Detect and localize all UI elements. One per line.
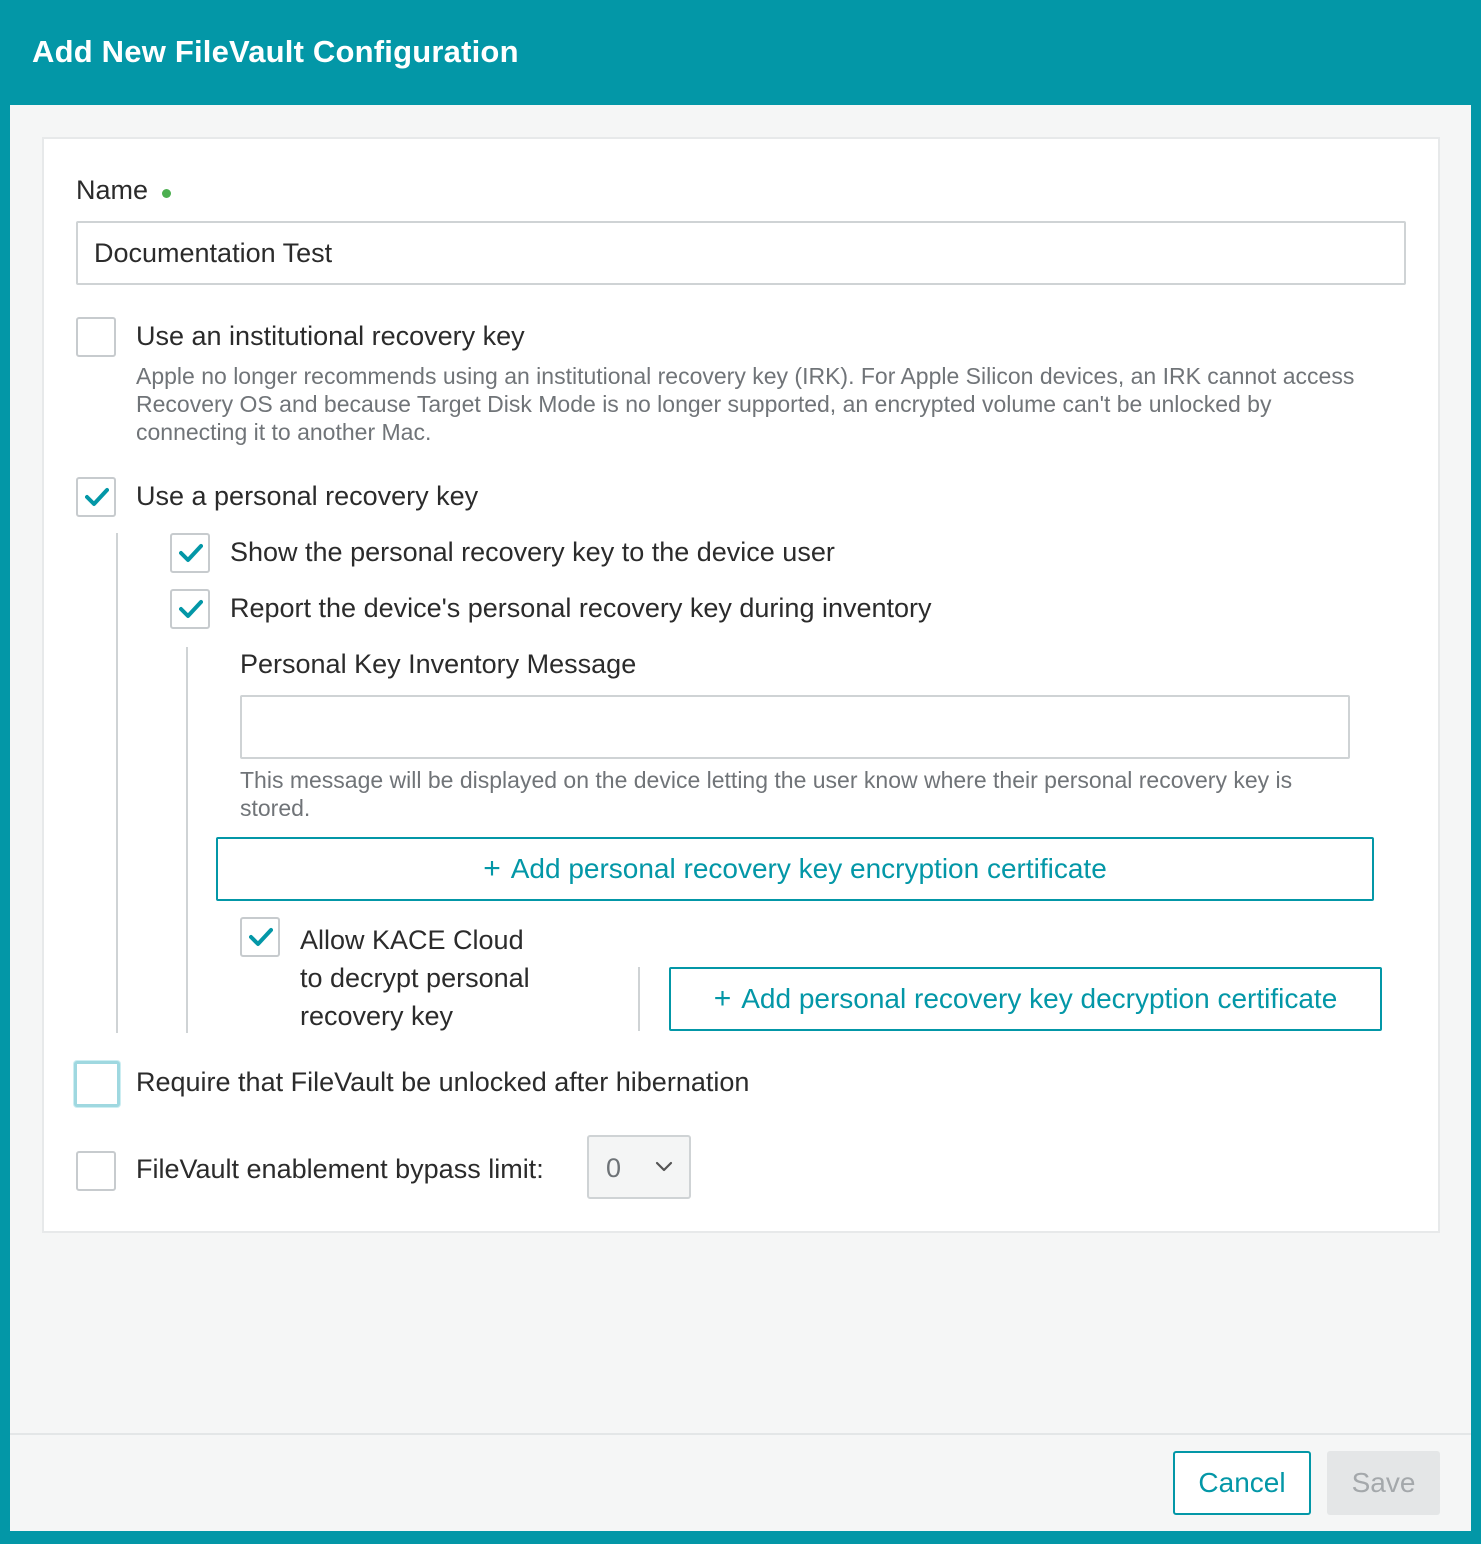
inventory-message-input[interactable] [240,695,1350,759]
inventory-message-label: Personal Key Inventory Message [240,649,637,679]
dialog-title: Add New FileVault Configuration [32,34,519,69]
allow-decrypt-label-line: recovery key [300,1001,454,1031]
hibernation-label: Require that FileVault be unlocked after hibernation [136,1067,750,1097]
required-indicator [162,189,171,198]
checkmark-icon [249,927,273,947]
name-label: Name [76,175,149,205]
decrypt-divider [638,967,640,1031]
bypass-limit-select[interactable] [587,1135,691,1199]
checkmark-icon [179,543,203,563]
checkmark-icon [179,599,203,619]
show-key-checkbox[interactable] [170,533,210,573]
allow-decrypt-label-line: to decrypt personal [300,963,530,993]
add-decryption-certificate-button[interactable] [669,967,1382,1031]
chevron-down-icon [655,1161,673,1173]
irk-checkbox[interactable] [76,317,116,357]
save-button[interactable]: Save [1327,1451,1440,1515]
plus-icon: + [483,852,501,885]
bypass-limit-label: FileVault enablement bypass limit: [136,1154,544,1184]
irk-help-text: Apple no longer recommends using an institutional recovery key (IRK). For Apple Silicon devices, an IRK cannot access Recovery OS and because Target Disk Mode is no longer supported, an encrypted volume can't be unlocked by connecting it to another Mac. [136,363,1355,445]
add-encryption-certificate-button[interactable] [216,837,1374,901]
irk-label: Use an institutional recovery key [136,321,525,351]
prk-checkbox[interactable] [76,477,116,517]
allow-decrypt-label-line: Allow KACE Cloud [300,925,524,955]
plus-icon: + [713,982,732,1015]
form-panel [42,137,1440,1233]
report-key-label: Report the device's personal recovery key during inventory [230,593,932,623]
checkmark-icon [85,487,109,507]
bypass-limit-value: 0 [606,1153,622,1183]
show-key-label: Show the personal recovery key to the device user [230,537,835,567]
report-indent-line [186,647,188,1033]
add-encryption-certificate-label: Add personal recovery key encryption certificate [510,853,1107,884]
bottom-border [0,1531,1481,1544]
name-input[interactable]: Documentation Test [76,221,1406,285]
hibernation-checkbox[interactable] [74,1061,120,1107]
cancel-button[interactable]: Cancel [1173,1451,1311,1515]
inventory-message-help: This message will be displayed on the device letting the user know where their personal recovery key is stored. [240,767,1293,821]
dialog-body [10,105,1471,1531]
prk-indent-line [116,533,118,1033]
allow-decrypt-label [300,921,530,1035]
bypass-limit-checkbox[interactable] [76,1151,116,1191]
dialog-header [0,0,1481,105]
report-key-checkbox[interactable] [170,589,210,629]
add-decryption-certificate-label: Add personal recovery key decryption certificate [741,983,1338,1014]
prk-label: Use a personal recovery key [136,481,479,511]
allow-decrypt-checkbox[interactable] [240,917,280,957]
